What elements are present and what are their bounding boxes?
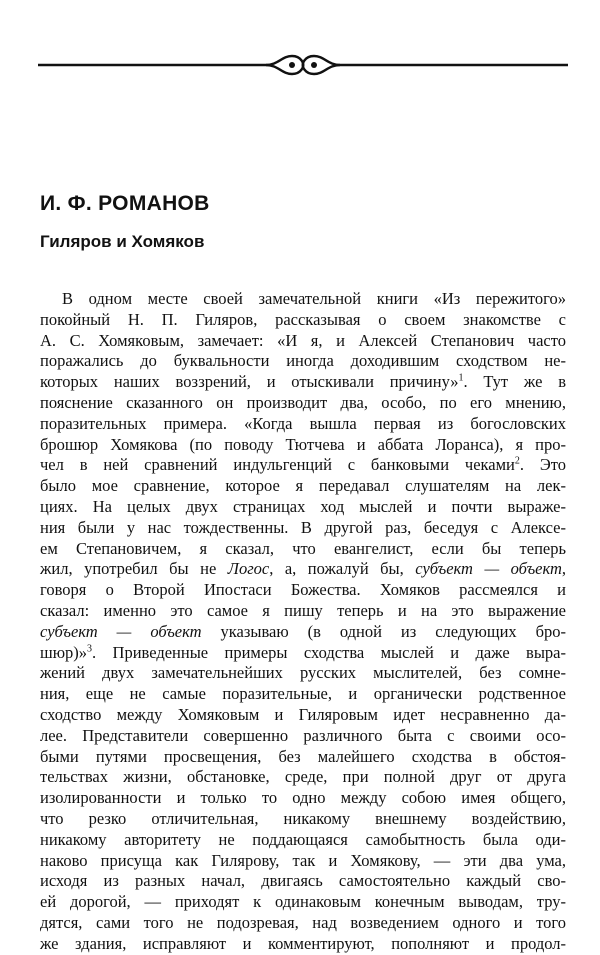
article-title: Гиляров и Хомяков [40,232,205,251]
text-segment: В одном месте своей замечательной книги «Из пережитого» [62,289,566,308]
text-line [40,871,566,892]
text-segment: что резко отличительная, никакому внешнему воздействию, [40,808,566,828]
text-segment: сказал: именно это самое я пишу теперь и на это выражение [40,600,566,620]
text-line [40,580,566,601]
text-line [40,539,566,560]
text-segment: было мое сравнение, которое я передавал слушателям на лек- [40,476,566,496]
text-line [40,747,566,768]
text-segment: которых наших воззрений, и отыскивали причину» [40,372,459,392]
text-segment: , [561,559,566,579]
text-line [40,934,566,955]
text-segment: . Тут же в [463,372,566,392]
text-segment: циях. На целых двух страницах ход мыслей и почти выраже- [40,496,566,516]
text-segment: ем Степановичем, я сказал, что евангелист, если бы теперь [40,538,566,558]
text-line [40,455,566,476]
text-line [40,788,566,809]
text-segment: поразительных примера. «Когда вышла первая из богословских [40,413,566,433]
text-segment: же здания, исправляют и комментируют, пополняют и продол- [40,933,566,953]
text-line [40,435,566,456]
text-segment: указываю (в одной из следующих бро- [201,621,566,641]
text-segment: чел в ней сравнений индульгенций с банковыми чеками [40,455,515,475]
text-segment: ей дорогой, — приходят к одинаковым конечным выводам, тру- [40,892,566,912]
text-line [40,684,566,705]
text-segment: А. С. Хомяковым, замечает: «И я, и Алексей Степанович часто [40,330,566,350]
author-name: И. Ф. РОМАНОВ [40,192,210,215]
text-segment: никакому авторитету не поддающаяся самобытность была оди- [40,829,566,849]
text-segment: быми путями просвещения, без малейшего сходства в обстоя- [40,746,566,766]
text-line [40,393,566,414]
text-line [40,622,566,643]
text-line [40,559,566,580]
text-segment: поражались до буквальности иногда доходившим сходством не- [40,351,566,371]
text-line [40,414,566,435]
text-line [40,830,566,851]
text-line [40,331,566,352]
text-line [40,767,566,788]
text-segment: исходя из разных начал, двигаясь самостоятельно каждый сво- [40,871,566,891]
text-segment: ния были у нас тождественны. В другой раз, беседуя с Алексе- [40,517,566,537]
italic-term: Логос [227,559,270,579]
text-line [40,851,566,872]
text-segment: тельствах жизни, обстановке, среде, при полной друг от друга [40,767,566,787]
text-line [40,892,566,913]
text-line [40,601,566,622]
footnote-marker: 3 [87,643,93,655]
text-line [40,663,566,684]
text-line [40,497,566,518]
text-line [40,518,566,539]
text-line [40,705,566,726]
text-line [40,643,566,664]
footnote-marker: 2 [514,455,520,467]
text-line [40,809,566,830]
text-segment: покойный Н. П. Гиляров, рассказывая о своем знакомстве с [40,309,566,329]
text-segment: лее. Представители совершенно различного быта с своими осо- [40,725,566,745]
text-line [40,726,566,747]
text-line [40,289,566,310]
text-segment: пояснение сказанного он производит два, особо, по его мнению, [40,392,566,412]
italic-term: субъект — объект [415,559,562,579]
text-segment: дятся, сами того не подозревая, над возведением одного и того [40,912,566,932]
text-segment: ния, еще не самые поразительные, и органически родственное [40,684,566,704]
text-segment: брошюр Хомякова (по поводу Тютчева и аббата Лоранса), я про- [40,434,566,454]
text-segment: говоря о Второй Ипостаси Божества. Хомяков рассмеялся и [40,580,566,600]
text-segment: жил, употребил бы не [40,559,228,579]
article-body [40,289,566,955]
text-line [40,351,566,372]
text-line [40,476,566,497]
footnote-marker: 1 [458,372,464,384]
text-line [40,913,566,934]
header-ornament [38,48,568,84]
text-segment: шюр)» [40,642,88,662]
text-segment: изолированности и только то одно между собою имея общего, [40,788,566,808]
text-segment: наково присуща как Гилярову, так и Хомякову, — эти два ума, [40,850,566,870]
text-segment: жений двух замечательнейших русских мыслителей, без сомне- [40,663,566,683]
text-line [40,310,566,331]
text-segment: сходство между Хомяковым и Гиляровым идет несравненно да- [40,704,566,724]
italic-term: субъект — объект [40,621,202,641]
text-segment: . Приведенные примеры сходства мыслей и даже выра- [92,642,566,662]
text-segment: . Это [519,455,566,475]
text-segment: , а, пожалуй бы, [269,559,416,579]
text-line [40,372,566,393]
